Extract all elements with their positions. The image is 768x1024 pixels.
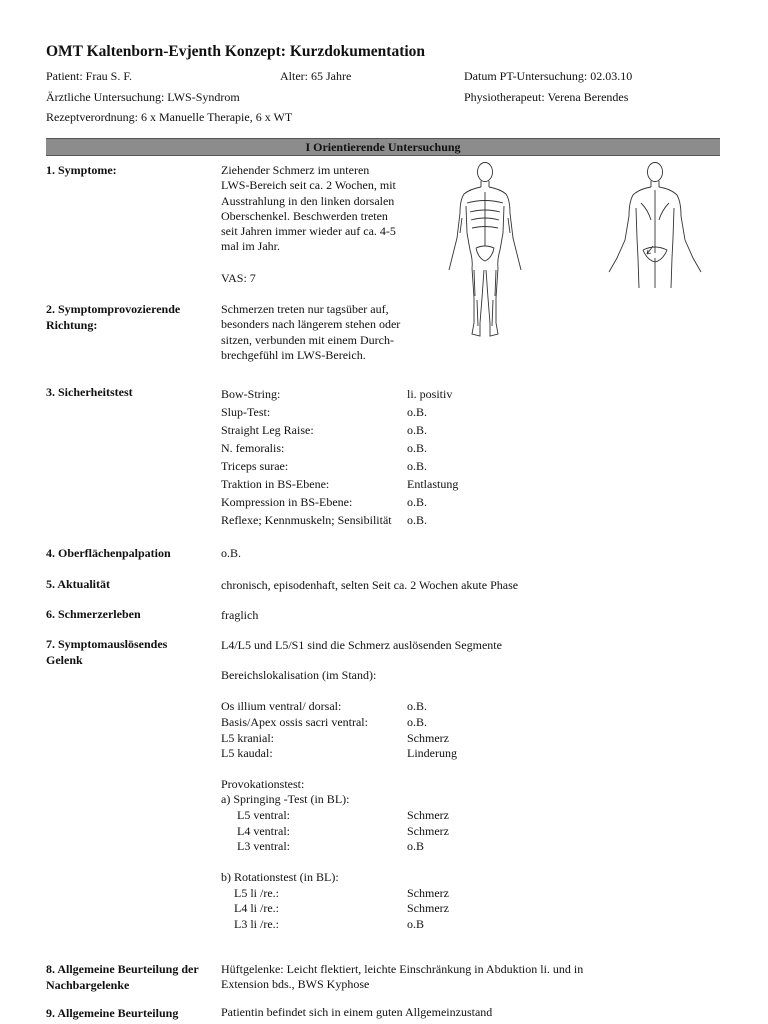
loc-name: L5 kaudal: — [221, 746, 273, 760]
pain-experience-label: 6. Schmerzerleben — [46, 607, 141, 621]
loc-name: Os illium ventral/ dorsal: — [221, 699, 342, 713]
test-name: Straight Leg Raise: — [221, 423, 314, 437]
rotation-test-title: b) Rotationstest (in BL): — [221, 870, 339, 884]
test-result: li. positiv — [407, 387, 453, 401]
symptoms-line: Ziehender Schmerz im unteren — [221, 163, 370, 177]
safety-test-label: 3. Sicherheitstest — [46, 385, 133, 399]
direction-line: brechgefühl im LWS-Bereich. — [221, 347, 366, 362]
neighbor-joints-text — [221, 962, 583, 993]
direction-line: besonders nach längerem stehen oder — [221, 317, 401, 332]
springing-segment: L4 ventral: — [237, 824, 290, 838]
surface-palpation-label: 4. Oberflächenpalpation — [46, 546, 171, 560]
springing-segment: L3 ventral: — [237, 839, 290, 853]
rotation-result: Schmerz — [407, 901, 449, 915]
body-back-figure — [603, 158, 708, 288]
neighbor-joints-line: Extension bds., BWS Kyphose — [221, 977, 370, 992]
actuality-label: 5. Aktualität — [46, 577, 111, 591]
springing-result: o.B — [407, 839, 425, 853]
neighbor-joints-label: 8. Allgemeine Beurteilung der Nachbargelenke — [46, 962, 199, 992]
direction-line: sitzen, verbunden mit einem Durch- — [221, 332, 394, 347]
test-result: o.B. — [407, 423, 428, 437]
test-name: Reflexe; Kennmuskeln; Sensibilität — [221, 513, 392, 527]
section-header-bar: I Orientierende Untersuchung — [46, 138, 720, 156]
exam-date-field: Datum PT-Untersuchung: 02.03.10 — [464, 69, 633, 83]
neighbor-joints-line: Hüftgelenke: Leicht flektiert, leichte Einschränkung in Abduktion li. und in — [221, 962, 584, 976]
symptoms-line: Oberschenkel. Beschwerden treten — [221, 208, 388, 223]
symptoms-line: Ausstrahlung in den linken dorsalen — [221, 193, 395, 208]
springing-test-title: a) Springing -Test (in BL): — [221, 792, 350, 806]
general-assessment-text: Patientin befindet sich in einem guten Allgemeinzustand — [221, 1005, 493, 1019]
area-localisation-title: Bereichslokalisation (im Stand): — [221, 668, 377, 682]
age-field: Alter: 65 Jahre — [280, 69, 352, 83]
springing-segment: L5 ventral: — [237, 808, 290, 822]
loc-name: Basis/Apex ossis sacri ventral: — [221, 715, 368, 729]
symptoms-text — [221, 163, 396, 255]
test-name: Slup-Test: — [221, 405, 271, 419]
symptoms-line: LWS-Bereich seit ca. 2 Wochen, mit — [221, 178, 396, 193]
loc-result: o.B. — [407, 715, 428, 729]
medical-exam-field: Ärztliche Untersuchung: LWS-Syndrom — [46, 90, 240, 104]
springing-result: Schmerz — [407, 824, 449, 838]
test-result: o.B. — [407, 459, 428, 473]
body-front-figure — [440, 158, 530, 348]
rotation-segment: L3 li /re.: — [234, 917, 279, 931]
actuality-text: chronisch, episodenhaft, selten Seit ca. 2 Wochen akute Phase — [221, 578, 519, 592]
patient-field: Patient: Frau S. F. — [46, 69, 133, 83]
test-result: o.B. — [407, 513, 428, 527]
test-name: N. femoralis: — [221, 441, 285, 455]
test-result: o.B. — [407, 441, 428, 455]
test-name: Traktion in BS-Ebene: — [221, 477, 330, 491]
rotation-segment: L4 li /re.: — [234, 901, 279, 915]
loc-name: L5 kranial: — [221, 731, 274, 745]
page-title: OMT Kaltenborn-Evjenth Konzept: Kurzdokumentation — [46, 43, 426, 60]
direction-line: Schmerzen treten nur tagsüber auf, — [221, 302, 389, 316]
surface-palpation-text: o.B. — [221, 546, 242, 560]
test-name: Triceps surae: — [221, 459, 289, 473]
symptoms-line: seit Jahren immer wieder auf ca. 4-5 — [221, 224, 396, 239]
symptoms-label: 1. Symptome: — [46, 163, 117, 177]
general-assessment-label: 9. Allgemeine Beurteilung — [46, 1006, 179, 1020]
loc-result: Schmerz — [407, 731, 449, 745]
pain-experience-text: fraglich — [221, 608, 259, 622]
symptom-direction-text — [221, 302, 400, 363]
rotation-result: Schmerz — [407, 886, 449, 900]
test-name: Kompression in BS-Ebene: — [221, 495, 353, 509]
prescription-field: Rezeptverordnung: 6 x Manuelle Therapie, 6 x WT — [46, 110, 293, 124]
rotation-segment: L5 li /re.: — [234, 886, 279, 900]
joint-intro: L4/L5 und L5/S1 sind die Schmerz auslösenden Segmente — [221, 638, 502, 652]
test-name: Bow-String: — [221, 387, 281, 401]
symptom-direction-label: 2. Symptomprovozierende Richtung: — [46, 302, 181, 332]
provocation-title: Provokationstest: — [221, 777, 305, 791]
test-result: o.B. — [407, 495, 428, 509]
loc-result: Linderung — [407, 746, 457, 760]
springing-result: Schmerz — [407, 808, 449, 822]
loc-result: o.B. — [407, 699, 428, 713]
test-result: Entlastung — [407, 477, 459, 491]
therapist-field: Physiotherapeut: Verena Berendes — [464, 90, 629, 104]
joint-label: 7. Symptomauslösendes Gelenk — [46, 637, 168, 667]
test-result: o.B. — [407, 405, 428, 419]
rotation-result: o.B — [407, 917, 425, 931]
vas-score: VAS: 7 — [221, 271, 256, 285]
symptoms-line: mal im Jahr. — [221, 239, 280, 254]
